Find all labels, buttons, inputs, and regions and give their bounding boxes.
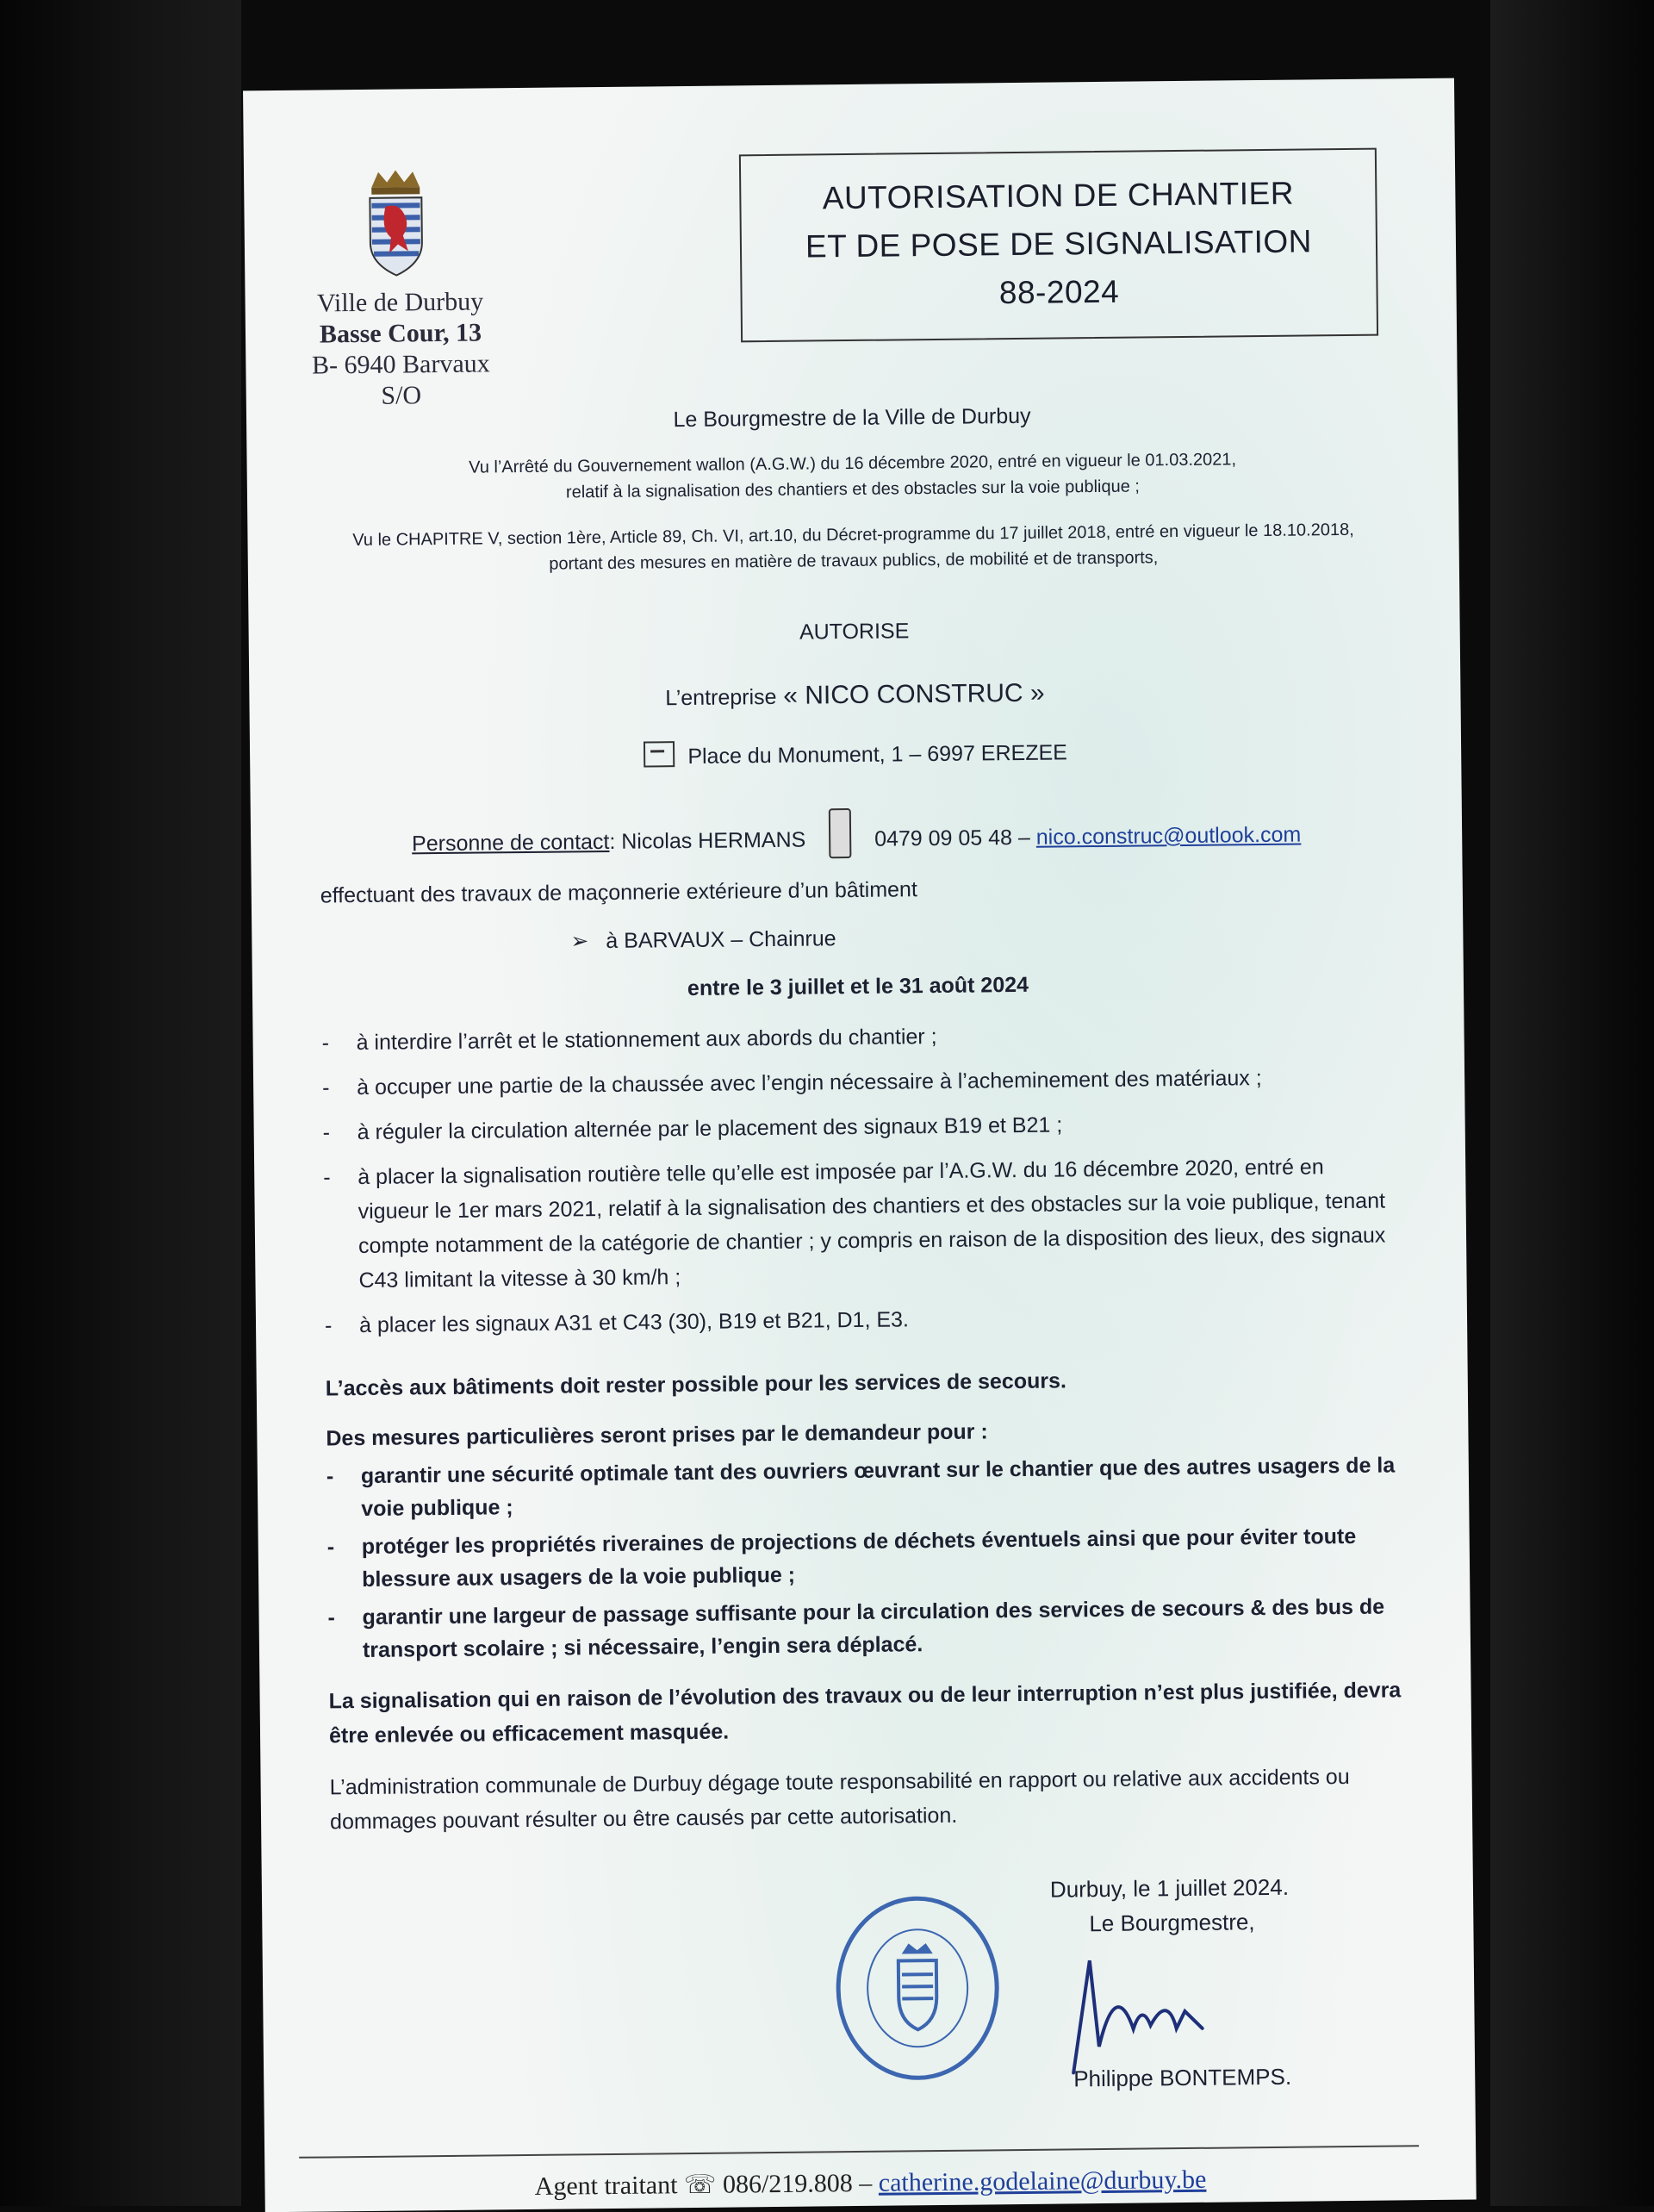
authorization-number: 88-2024 — [998, 273, 1120, 311]
vu-agw-paragraph — [246, 445, 1458, 509]
list-item: - à placer les signaux A31 et C43 (30), B19 et B21, D1, E3. — [324, 1307, 910, 1338]
company-address-line — [250, 733, 1461, 776]
company-line — [249, 675, 1460, 717]
company-address: Place du Monument, 1 – 6997 EREZEE — [687, 740, 1068, 769]
vu-decret-line-2: portant des mesures en matière de travaux publics, de mobilité et de transports, — [549, 548, 1159, 574]
list-item: - à placer la signalisation routière telle qu’elle est imposée par l’A.G.W. du 16 décembre 2020, entré en vigueur le 1er mars 2021, relatif à la signalisation des chantiers et des obstacles sur la voie publique, tenant compte notamment de la catégorie de chantier ; y compris en raison de la disposition des lieux, des signaux C43 limitant la vitesse à 30 km/h ; — [323, 1155, 1386, 1293]
document-screen — [243, 78, 1477, 2212]
list-item: - garantir une largeur de passage suffisante pour la circulation des services de secours & des bus de transport scolaire ; si nécessaire, l’engin sera déplacé. — [327, 1594, 1385, 1663]
list-item: - garantir une sécurité optimale tant des ouvriers œuvrant sur le chantier que des autres usagers de la voie publique ; — [326, 1453, 1396, 1522]
authorisation-list — [321, 1014, 1402, 1353]
title-line-1: AUTORISATION DE CHANTIER — [822, 175, 1295, 216]
vu-agw-line-1: Vu l’Arrêté du Gouvernement wallon (A.G.W.) du 16 décembre 2020, entré en vigueur le 01.03.2021, — [469, 450, 1237, 477]
telephone-icon: ☏ — [683, 2170, 717, 2200]
monitor-bezel-right — [1490, 0, 1654, 2206]
title-box — [739, 148, 1378, 343]
contact-line — [251, 802, 1463, 865]
footer — [264, 2162, 1476, 2205]
list-item: - protéger les propriétés riveraines de projections de déchets éventuels ainsi que pour éviter toute blessure aux usagers de la voie publique ; — [326, 1523, 1357, 1592]
agent-phone: 086/219.808 – — [722, 2168, 873, 2199]
signal-note: La signalisation qui en raison de l’évolution des travaux ou de leur interruption n’est plus justifiée, devra être enlevée ou efficacement masquée. — [328, 1678, 1402, 1748]
municipality-name: Ville de Durbuy — [316, 287, 484, 318]
title-line-2: ET DE POSE DE SIGNALISATION — [805, 223, 1313, 265]
monitor-bezel-left — [0, 0, 241, 2206]
works-period: entre le 3 juillet et le 31 août 2024 — [687, 972, 1029, 1001]
works-description: effectuant des travaux de maçonnerie extérieure d’un bâtiment — [320, 877, 917, 908]
company-prefix: L’entreprise — [665, 684, 777, 711]
works-location-line — [570, 924, 836, 956]
contact-email-link[interactable]: nico.construc@outlook.com — [1035, 822, 1302, 850]
list-item: - à interdire l’arrêt et le stationnement aux abords du chantier ; — [321, 1024, 937, 1056]
vu-decret-paragraph — [247, 516, 1459, 581]
municipality-address — [296, 286, 504, 413]
mobile-phone-icon — [829, 808, 852, 858]
authority-line: Le Bourgmestre de la Ville de Durbuy — [673, 403, 1031, 433]
mail-icon — [644, 741, 675, 767]
company-name: « NICO CONSTRUC » — [783, 678, 1045, 710]
measures-intro: Des mesures particulières seront prises par le demandeur pour : — [326, 1419, 988, 1451]
handwritten-signature-icon — [1038, 1942, 1229, 2082]
durbuy-crest-icon — [364, 168, 427, 279]
autorise-heading: AUTORISE — [799, 619, 910, 645]
arrow-bullet-icon: ➢ — [570, 929, 589, 954]
liability-note: L’administration communale de Durbuy dégage toute responsabilité en rapport ou relative aux accidents ou dommages pouvant résulter ou être causés par cette autorisation. — [329, 1765, 1350, 1835]
works-location: à BARVAUX – Chainrue — [606, 926, 836, 954]
vu-agw-line-2: relatif à la signalisation des chantiers et des obstacles sur la voie publique ; — [565, 477, 1140, 502]
agent-label: Agent traitant — [534, 2171, 678, 2201]
access-note: L’accès aux bâtiments doit rester possible pour les services de secours. — [325, 1368, 1067, 1401]
contact-label: Personne de contact — [411, 829, 610, 857]
contact-name: : Nicolas HERMANS — [609, 827, 806, 854]
signatory-name: Philippe BONTEMPS. — [1073, 2063, 1292, 2092]
list-item: - à réguler la circulation alternée par le placement des signaux B19 et B21 ; — [322, 1112, 1063, 1145]
vu-decret-line-1: Vu le CHAPITRE V, section 1ère, Article 89, Ch. VI, art.10, du Décret-programme du 17 juillet 2018, entré en vigueur le 18.10.2018, — [352, 520, 1354, 551]
measures-list — [326, 1449, 1406, 1672]
contact-phone: 0479 09 05 48 – — [874, 825, 1030, 851]
address-line-2: B- 6940 Barvaux S/O — [311, 349, 490, 410]
signature-role: Le Bourgmestre, — [1089, 1909, 1255, 1937]
footer-divider — [299, 2145, 1419, 2159]
address-line-1: Basse Cour, 13 — [319, 318, 482, 349]
list-item: - à occuper une partie de la chaussée avec l’engin nécessaire à l’acheminement des matériaux ; — [322, 1066, 1262, 1100]
municipal-stamp-icon — [830, 1892, 1004, 2084]
signature-place-date: Durbuy, le 1 juillet 2024. — [1049, 1873, 1290, 1903]
agent-email-link[interactable]: catherine.godelaine@durbuy.be — [878, 2165, 1207, 2197]
